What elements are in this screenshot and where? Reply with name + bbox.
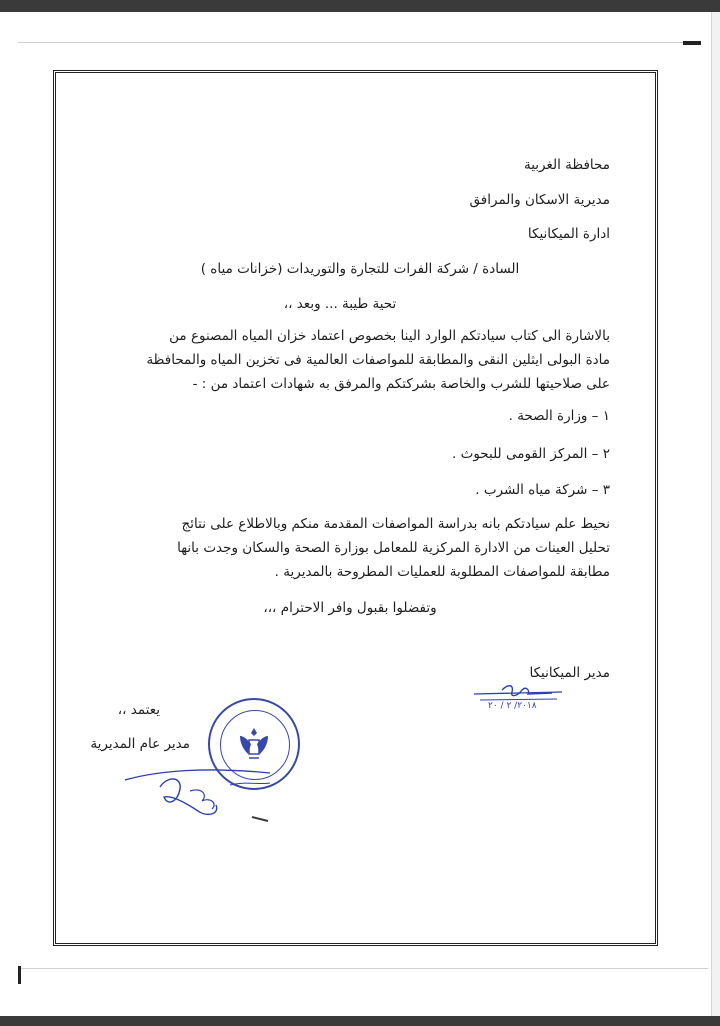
list-item: ٢ – المركز القومى للبحوث . — [452, 446, 610, 462]
approval-text: يعتمد ،، — [117, 702, 160, 718]
paragraph-2-line: نحيط علم سيادتكم بانه بدراسة المواصفات المقدمة منكم وبالاطلاع على نتائج — [181, 516, 610, 532]
paragraph-1-line: على صلاحيتها للشرب والخاصة بشركتكم والمرفق به شهادات اعتماد من : - — [192, 376, 610, 392]
paragraph-1-line: بالاشارة الى كتاب سيادتكم الوارد الينا بخصوص اعتماد خزان المياه المصنوع من — [169, 328, 610, 344]
list-item: ٣ – شركة مياه الشرب . — [475, 482, 610, 498]
manager-title: مدير الميكانيكا — [529, 665, 610, 681]
closing-line: وتفضلوا بقبول وافر الاحترام ،،، — [263, 600, 437, 616]
paragraph-1 — [130, 324, 610, 396]
general-manager-title: مدير عام المديرية — [90, 736, 190, 752]
paragraph-2 — [130, 512, 610, 584]
director-signature — [120, 725, 320, 825]
list-item: ١ – وزارة الصحة . — [508, 408, 610, 424]
addressee-line: السادة / شركة الفرات للتجارة والتوريدات (خزانات مياه ) — [200, 261, 520, 277]
governorate-line: محافظة الغربية — [523, 157, 610, 173]
paragraph-2-line: تحليل العينات من الادارة المركزية للمعامل بوزارة الصحة والسكان وجدت بانها — [177, 540, 610, 556]
department-line: ادارة الميكانيكا — [527, 226, 610, 242]
paragraph-1-line: مادة البولى ايثلين النقى والمطابقة للمواصفات العالمية فى تخزين المياه والمحافظة — [146, 352, 610, 368]
manager-date: ٢٠١٨/ ٢ / ٢٠ — [488, 701, 537, 711]
greeting-line: تحية طيبة ... وبعد ،، — [283, 296, 397, 312]
paragraph-2-line: مطابقة للمواصفات المطلوبة للعمليات المطروحة بالمديرية . — [274, 564, 610, 580]
directorate-line: مديرية الاسكان والمرافق — [469, 192, 610, 208]
